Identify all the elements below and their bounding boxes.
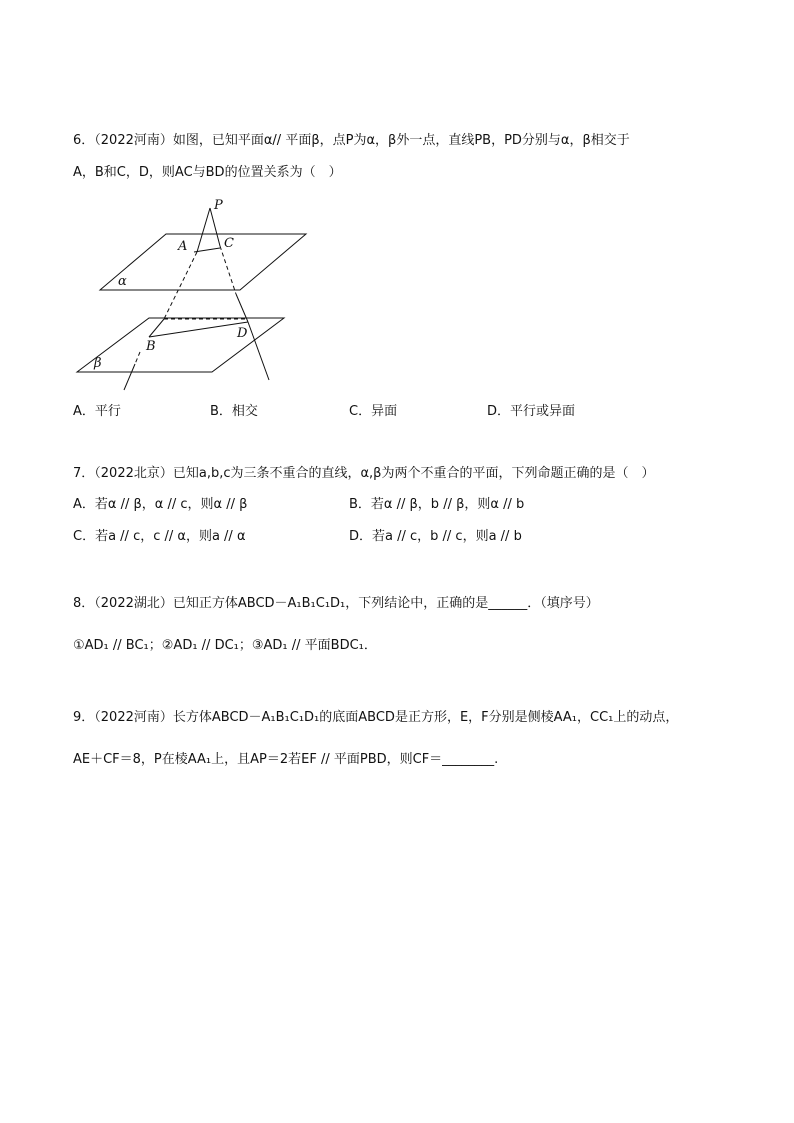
line-pb-bottom-hidden bbox=[135, 352, 140, 364]
q6-option-a: A．平行 bbox=[73, 404, 121, 419]
line-pd-bottom bbox=[248, 322, 269, 380]
q6-option-c: C．异面 bbox=[349, 404, 398, 419]
plane-beta bbox=[77, 318, 284, 372]
q6-option-d: D．平行或异面 bbox=[487, 404, 576, 419]
plane-alpha bbox=[100, 234, 306, 290]
q8-stem: 8．（2022湖北）已知正方体ABCD－A₁B₁C₁D₁，下列结论中，正确的是______．（填序号） bbox=[73, 596, 599, 611]
line-pb-mid bbox=[149, 319, 164, 337]
q7-option-a: A．若α // β，α // c，则α // β bbox=[73, 497, 248, 512]
line-pb-hidden bbox=[164, 252, 197, 319]
line-pb-top bbox=[197, 208, 210, 252]
q8-items: ①AD₁ // BC₁；②AD₁ // DC₁；③AD₁ // 平面BDC₁． bbox=[73, 638, 377, 653]
label-c: C bbox=[224, 236, 234, 251]
label-p: P bbox=[214, 198, 223, 213]
q7-stem: 7．（2022北京）已知a,b,c为三条不重合的直线，α,β为两个不重合的平面，下列命题正确的是（ ） bbox=[73, 466, 655, 481]
q7-option-b: B．若α // β，b // β，则α // b bbox=[349, 497, 525, 512]
segment-bd bbox=[149, 322, 248, 337]
line-pd-top bbox=[210, 208, 220, 246]
label-a: A bbox=[178, 239, 188, 254]
label-d: D bbox=[237, 326, 248, 341]
label-b: B bbox=[146, 339, 156, 354]
label-alpha: α bbox=[118, 274, 127, 289]
q6-option-b: B．相交 bbox=[210, 404, 258, 419]
q7-option-c: C．若a // c，c // α，则a // α bbox=[73, 529, 246, 544]
label-beta: β bbox=[94, 356, 102, 371]
q9-stem-line2: AE＋CF＝8，P在棱AA₁上，且AP＝2若EF // 平面PBD，则CF＝________. bbox=[73, 752, 499, 767]
q7-option-d: D．若a // c，b // c，则a // b bbox=[349, 529, 522, 544]
q9-stem-line1: 9．（2022河南）长方体ABCD－A₁B₁C₁D₁的底面ABCD是正方形，E，F分别是侧棱AA₁，CC₁上的动点， bbox=[73, 710, 679, 725]
line-pb-bottom bbox=[124, 364, 135, 390]
q6-planes-figure bbox=[72, 196, 312, 392]
q6-stem-line1: 6．（2022河南）如图，已知平面α// 平面β，点P为α，β外一点，直线PB，PD分别与α，β相交于 bbox=[73, 133, 630, 148]
q6-stem-line2: A，B和C，D，则AC与BD的位置关系为（ ） bbox=[73, 165, 342, 180]
line-pd-hidden bbox=[220, 246, 236, 294]
